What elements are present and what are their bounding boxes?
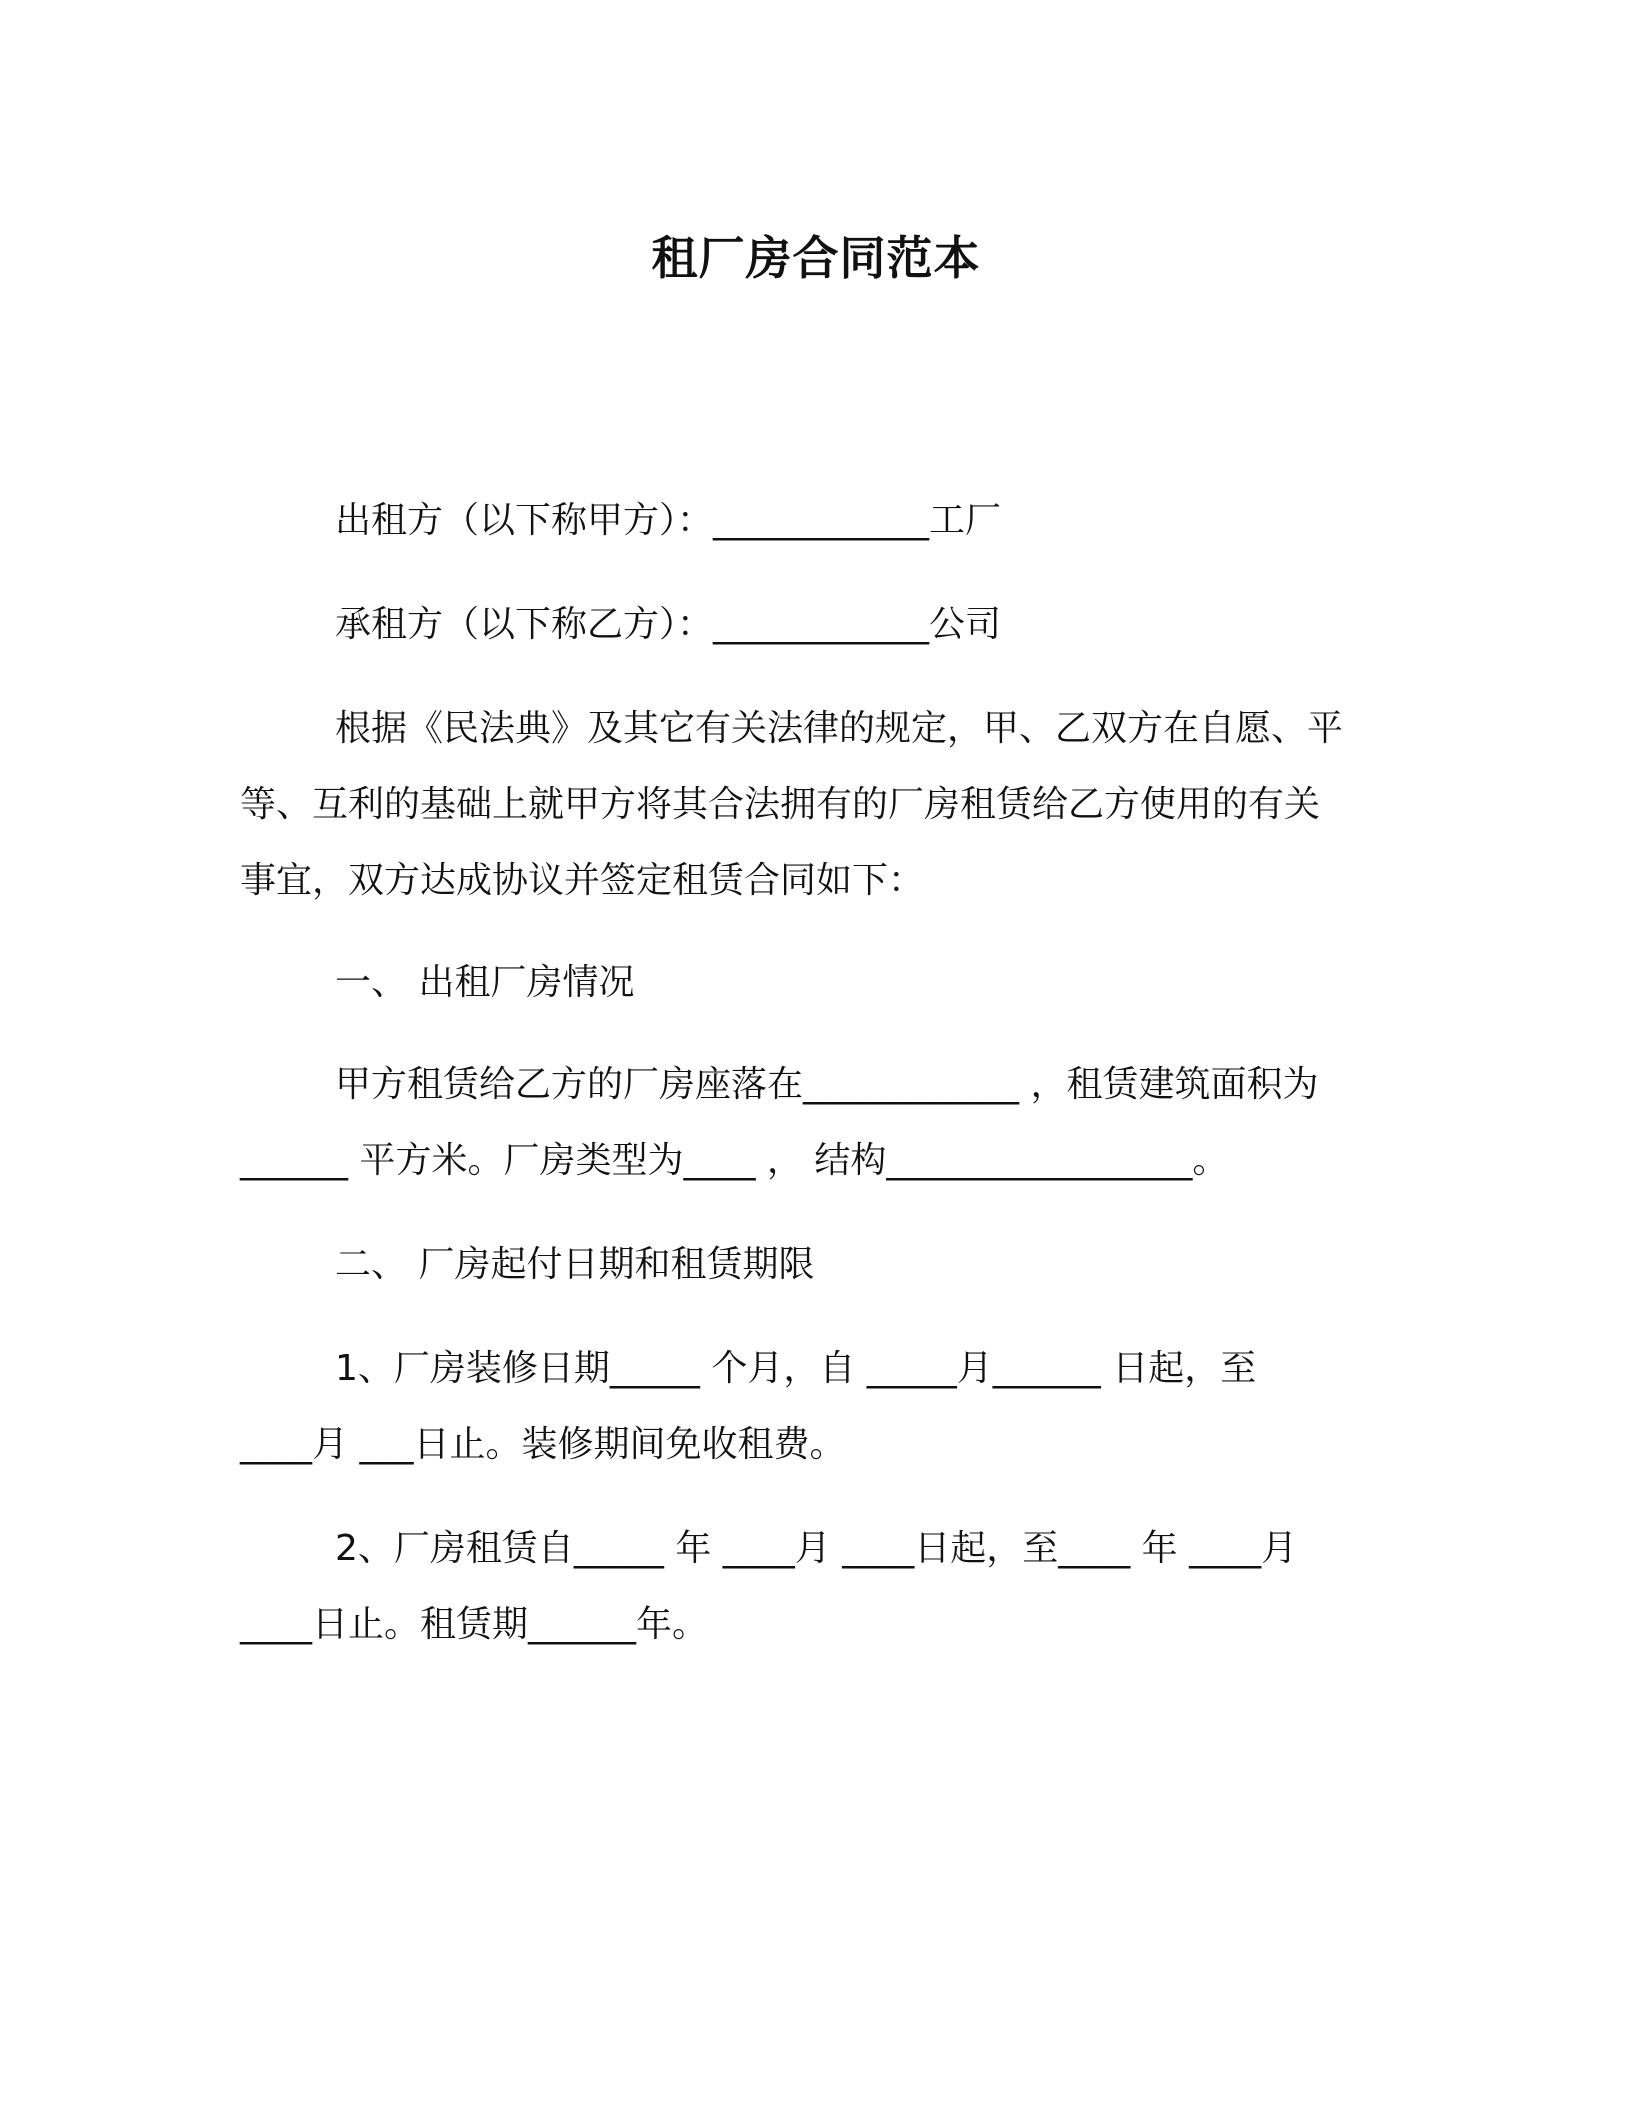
clause-1-line-1: 1、厂房装修日期_____ 个月，自 _____月______ 日起，至 (335, 1348, 1257, 1389)
section-2-heading: 二、 厂房起付日期和租赁期限 (335, 1244, 815, 1285)
clause-2-line-2: ____日止。租赁期______年。 (240, 1604, 709, 1645)
section-1-heading: 一、 出租厂房情况 (335, 962, 635, 1003)
lessor-line: 出租方（以下称甲方）：____________工厂 (335, 500, 1002, 541)
preamble-line-1: 根据《民法典》及其它有关法律的规定，甲、乙双方在自愿、平 (335, 708, 1344, 749)
lessee-line: 承租方（以下称乙方）：____________公司 (335, 604, 1002, 645)
document-title: 租厂房合同范本 (651, 231, 981, 285)
clause-1-line-2: ____月 ___日止。装修期间免收租费。 (240, 1424, 846, 1465)
preamble-line-3: 事宜，双方达成协议并签定租赁合同如下： (240, 860, 925, 901)
clause-2-line-1: 2、厂房租赁自_____ 年 ____月 ____日起，至____ 年 ____月 (335, 1528, 1298, 1569)
section-1-text-line-1: 甲方租赁给乙方的厂房座落在____________ ，租赁建筑面积为 (335, 1064, 1319, 1105)
section-1-text-line-2: ______ 平方米。厂房类型为____ ， 结构_________________。 (240, 1140, 1229, 1181)
preamble-line-2: 等、互利的基础上就甲方将其合法拥有的厂房租赁给乙方使用的有关 (240, 784, 1321, 825)
